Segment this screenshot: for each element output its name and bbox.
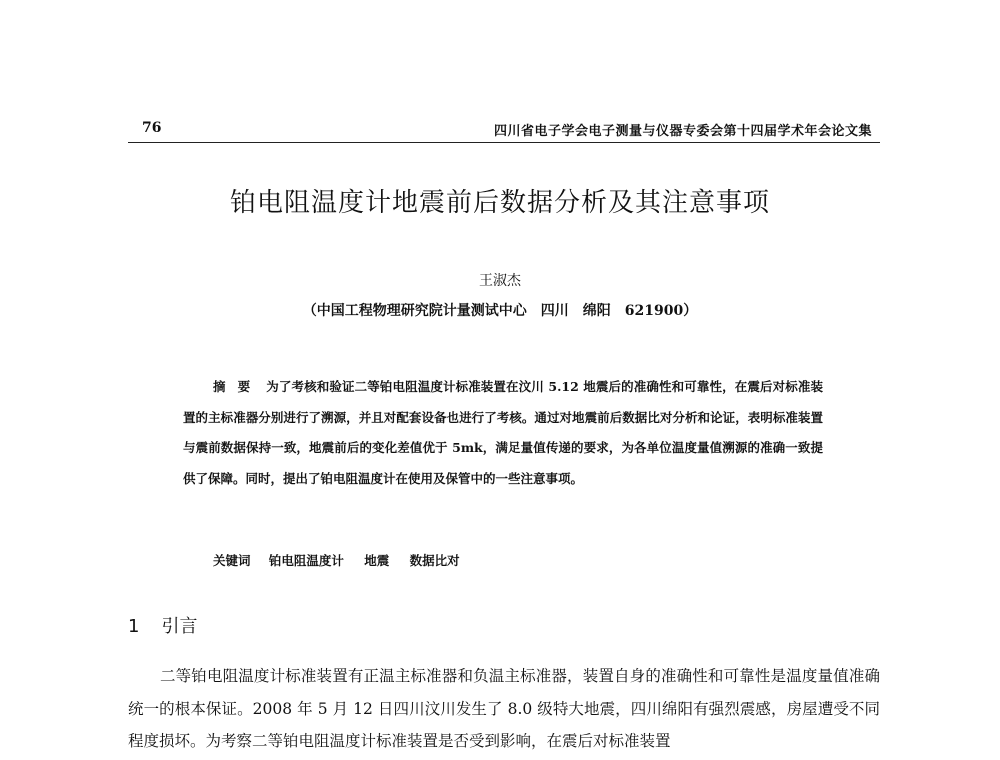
page-number: 76 — [142, 120, 162, 136]
body-text — [128, 660, 880, 758]
section-heading — [128, 612, 197, 638]
body-paragraph: 二等铂电阻温度计标准装置有正温主标准器和负温主标准器，装置自身的准确性和可靠性是温度量值准确统一的根本保证。2008 年 5 月 12 日四川汶川发生了 8.0 级特大地震，四川绵阳有强烈震感，房屋遭受不同程度损坏。为考察二等铂电阻温度计标准装置是否受到影响，在震后对标准装置 — [128, 667, 880, 750]
author-affiliation: （中国工程物理研究院计量测试中心 四川 绵阳 621900） — [302, 303, 698, 319]
keywords — [213, 551, 476, 569]
paper-title: 铂电阻温度计地震前后数据分析及其注意事项 — [229, 188, 770, 218]
author-name: 王淑杰 — [479, 273, 521, 289]
keyword: 地震 — [364, 553, 390, 568]
running-header — [128, 120, 880, 143]
keyword: 数据比对 — [409, 553, 460, 568]
abstract — [183, 372, 823, 494]
section-number: 1 — [128, 616, 140, 637]
keywords-label: 关键词 — [213, 553, 251, 568]
abstract-text: 为了考核和验证二等铂电阻温度计标准装置在汶川 5.12 地震后的准确性和可靠性，在震后对标准装置的主标准器分别进行了溯源，并且对配套设备也进行了考核。通过对地震前后数据比对分析和论证，表明标准装置与震前数据保持一致，地震前后的变化差值优于 5mk，满足量值传递的要求，为各单位温度量值溯源的准确一致提供了保障。同时，提出了铂电阻温度计在使用及保管中的一些注意事项。 — [183, 379, 823, 486]
abstract-label: 摘要 — [213, 379, 263, 394]
keyword: 铂电阻温度计 — [268, 553, 344, 568]
running-title: 四川省电子学会电子测量与仪器专委会第十四届学术年会论文集 — [493, 124, 872, 139]
abstract-paragraph — [183, 372, 823, 494]
section-title: 引言 — [161, 616, 198, 637]
